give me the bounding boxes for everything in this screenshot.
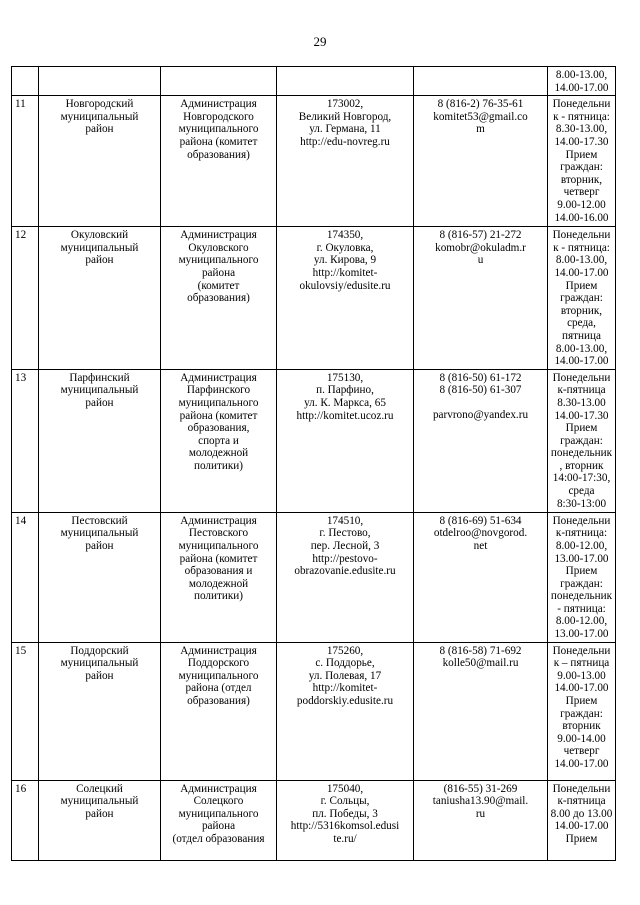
contacts-line: 8 (816-50) 61-307 <box>439 384 522 397</box>
authority-line: политики) <box>193 459 244 472</box>
contacts-line: komitet53@gmail.co <box>433 110 528 123</box>
address-line: http://komitet.ucoz.ru <box>296 409 394 422</box>
authority-line: района (комитет <box>179 552 258 565</box>
schedule-line: граждан: <box>560 161 603 174</box>
schedule-line: среда <box>568 485 595 498</box>
contacts-line: 8 (816-57) 21-272 <box>439 229 522 242</box>
address-line: г. Пестово, <box>319 527 371 540</box>
schedule-line: среда, <box>567 317 596 330</box>
schedule-line: 8.00 до 13.00 <box>550 807 613 820</box>
cell-contacts <box>414 512 548 642</box>
authority-line: политики) <box>193 590 244 603</box>
address-line: г. Окуловка, <box>316 241 374 254</box>
schedule-line: 8.30-13.00 <box>557 396 606 409</box>
cell-district <box>39 512 161 642</box>
cell-authority <box>161 96 277 227</box>
schedule-line: 9.00-13.00 <box>557 669 606 682</box>
authority-line: муниципального <box>178 254 259 267</box>
schedule-line: граждан: <box>560 707 603 720</box>
district-line: муниципальный <box>60 795 139 808</box>
schedule-line: , вторник <box>559 459 604 472</box>
institutions-table <box>11 66 616 861</box>
authority-line: Администрация <box>180 371 257 384</box>
authority-line: района (комитет <box>179 409 258 422</box>
cell-num: 12 <box>12 227 39 370</box>
cell-address <box>277 642 414 780</box>
district-line: район <box>85 539 114 552</box>
cell-schedule <box>548 96 616 227</box>
contacts-line: 8 (816-50) 61-172 <box>439 371 522 384</box>
address-line: http://5316komsol.edusi <box>290 820 400 833</box>
authority-line: (отдел образования <box>172 833 265 846</box>
schedule-line: Прием <box>565 833 598 846</box>
authority-line: муниципального <box>178 669 259 682</box>
schedule-line: 14.00-17.00 <box>554 355 609 368</box>
schedule-line: 8.00-13.00, <box>555 69 608 81</box>
schedule-line: 8:30-13:00 <box>556 497 607 510</box>
schedule-line: понедельник <box>550 447 613 460</box>
authority-line: муниципального <box>178 539 259 552</box>
contacts-line: net <box>473 539 488 552</box>
schedule-line: 14.00-17.00 <box>554 820 609 833</box>
schedule-line: 8.00-12.00, <box>555 539 608 552</box>
cell-district <box>39 780 161 860</box>
schedule-line: граждан: <box>560 577 603 590</box>
schedule-line: Понедельни <box>552 229 611 242</box>
cell-contacts <box>414 227 548 370</box>
schedule-line: Понедельни <box>552 782 611 795</box>
schedule-line: - пятница: <box>557 602 606 615</box>
address-line: с. Поддорье, <box>315 657 375 670</box>
cell-district <box>39 642 161 780</box>
cell-contacts <box>414 67 548 96</box>
address-line: ул. Полевая, 17 <box>308 669 382 682</box>
contacts-line: u <box>477 254 484 267</box>
schedule-line: 14.00-17.00 <box>554 81 609 94</box>
contacts-line <box>416 397 545 409</box>
schedule-line: к - пятница: <box>553 241 610 254</box>
authority-line: (комитет <box>197 279 240 292</box>
address-line: 175260, <box>326 644 364 657</box>
schedule-line: понедельник <box>550 590 613 603</box>
schedule-line: 8.00-12.00, <box>555 615 608 628</box>
contacts-line: m <box>476 123 485 136</box>
authority-line: Администрация <box>180 98 257 111</box>
cell-address <box>277 227 414 370</box>
cell-district <box>39 67 161 96</box>
authority-line: Администрация <box>180 229 257 242</box>
cell-address <box>277 96 414 227</box>
cell-num: 13 <box>12 369 39 512</box>
cell-num: 11 <box>12 96 39 227</box>
table-row <box>12 369 616 512</box>
address-line: obrazovanie.edusite.ru <box>294 565 396 578</box>
schedule-line: вторник, <box>560 304 603 317</box>
schedule-line: к - пятница: <box>553 110 610 123</box>
address-line: Великий Новгород, <box>298 110 392 123</box>
cell-num: 15 <box>12 642 39 780</box>
schedule-line: Понедельни <box>552 644 611 657</box>
schedule-line: пятница <box>562 329 601 342</box>
schedule-line: 9.00-14.00 <box>557 732 606 745</box>
cell-address <box>277 512 414 642</box>
schedule-line: Прием <box>565 279 598 292</box>
cell-authority <box>161 67 277 96</box>
schedule-line: 14.00-17.30 <box>554 135 609 148</box>
schedule-line: к-пятница <box>557 795 606 808</box>
district-line: муниципальный <box>60 657 139 670</box>
address-line: ул. К. Маркса, 65 <box>304 396 386 409</box>
contacts-line: parvrono@yandex.ru <box>432 408 529 421</box>
cell-schedule <box>548 642 616 780</box>
address-line: http://komitet- <box>312 682 378 695</box>
district-line: Новгородский <box>65 98 134 111</box>
address-line: 175130, <box>326 371 364 384</box>
authority-line: муниципального <box>178 396 259 409</box>
authority-line: Парфинского <box>186 384 251 397</box>
authority-line: района <box>201 820 236 833</box>
cell-address <box>277 780 414 860</box>
schedule-line: к-пятница <box>557 384 606 397</box>
address-line: ул. Кирова, 9 <box>313 254 377 267</box>
cell-schedule <box>548 227 616 370</box>
contacts-line: 8 (816-2) 76-35-61 <box>437 98 524 111</box>
cell-district <box>39 96 161 227</box>
authority-line: Поддорского <box>187 657 250 670</box>
district-line: Пестовский <box>71 514 128 527</box>
table-row <box>12 642 616 780</box>
schedule-line: граждан: <box>560 434 603 447</box>
cell-schedule <box>548 780 616 860</box>
cell-schedule <box>548 369 616 512</box>
address-line: 174510, <box>326 514 364 527</box>
authority-line: Новгородского <box>183 110 254 123</box>
contacts-line: kolle50@mail.ru <box>442 657 519 670</box>
schedule-line: 8.00-13.00, <box>555 254 608 267</box>
address-line: пл. Победы, 3 <box>312 807 378 820</box>
contacts-line: 8 (816-58) 71-692 <box>439 644 522 657</box>
table-row-continuation <box>12 67 616 96</box>
cell-district <box>39 227 161 370</box>
schedule-line: Понедельни <box>552 98 611 111</box>
authority-line: Администрация <box>180 782 257 795</box>
district-line: район <box>85 807 114 820</box>
authority-line: образования) <box>187 148 250 161</box>
cell-address <box>277 67 414 96</box>
address-line: okulovsiy/edusite.ru <box>299 279 391 292</box>
schedule-line: 9.00-12.00 <box>557 198 606 211</box>
address-line: poddorskiy.edusite.ru <box>296 695 394 708</box>
authority-line: образования, <box>187 422 250 435</box>
authority-line: района <box>201 266 236 279</box>
district-line: муниципальный <box>60 110 139 123</box>
contacts-line: (816-55) 31-269 <box>443 782 518 795</box>
authority-line: района (отдел <box>185 682 252 695</box>
cell-num: 16 <box>12 780 39 860</box>
schedule-line: 14:00-17:30, <box>552 472 611 485</box>
cell-contacts <box>414 369 548 512</box>
address-line: г. Сольцы, <box>320 795 370 808</box>
contacts-line: 8 (816-69) 51-634 <box>439 514 522 527</box>
authority-line: образования и <box>184 565 253 578</box>
schedule-line: 8.00-13.00, <box>555 342 608 355</box>
schedule-line: вторник, <box>560 173 603 186</box>
contacts-line: taniusha13.90@mail. <box>432 795 529 808</box>
schedule-line: четверг <box>563 745 600 758</box>
authority-line: муниципального <box>178 123 259 136</box>
schedule-line: Прием <box>565 695 598 708</box>
address-line: http://komitet- <box>312 266 378 279</box>
authority-line: спорта и <box>198 434 239 447</box>
table-row <box>12 96 616 227</box>
cell-schedule <box>548 512 616 642</box>
authority-line: молодежной <box>188 577 249 590</box>
address-line: ул. Германа, 11 <box>309 123 381 136</box>
district-line: район <box>85 123 114 136</box>
district-line: Солецкий <box>76 782 123 795</box>
contacts-line: otdelroo@novgorod. <box>433 527 528 540</box>
schedule-line: 14.00-17.30 <box>554 409 609 422</box>
schedule-line: Прием <box>565 565 598 578</box>
authority-line: молодежной <box>188 447 249 460</box>
authority-line: муниципального <box>178 807 259 820</box>
schedule-line: 14.00-17.00 <box>554 266 609 279</box>
schedule-line: Прием <box>565 422 598 435</box>
cell-contacts <box>414 96 548 227</box>
address-line: 174350, <box>326 229 364 242</box>
schedule-line: 14.00-16.00 <box>554 211 609 224</box>
cell-authority <box>161 780 277 860</box>
authority-line: образования) <box>187 292 250 305</box>
table-row <box>12 227 616 370</box>
schedule-line: 8.30-13.00, <box>555 123 608 136</box>
cell-district <box>39 369 161 512</box>
cell-contacts <box>414 780 548 860</box>
contacts-line: ru <box>475 807 486 820</box>
district-line: Парфинский <box>69 371 130 384</box>
authority-line: Окуловского <box>188 241 249 254</box>
address-line: пер. Лесной, 3 <box>310 539 380 552</box>
authority-line: образования) <box>187 695 250 708</box>
contacts-line: komobr@okuladm.r <box>435 241 526 254</box>
schedule-line: 13.00-17.00 <box>554 552 609 565</box>
district-line: район <box>85 396 114 409</box>
schedule-line: Понедельни <box>552 371 611 384</box>
address-line: te.ru/ <box>333 833 357 846</box>
schedule-line: 14.00-17.00 <box>554 682 609 695</box>
authority-line: Администрация <box>180 644 257 657</box>
table-row <box>12 780 616 860</box>
schedule-line: к – пятница <box>553 657 610 670</box>
cell-authority <box>161 369 277 512</box>
cell-schedule <box>548 67 616 96</box>
address-line: п. Парфино, <box>316 384 374 397</box>
authority-line: района (комитет <box>179 135 258 148</box>
cell-authority <box>161 512 277 642</box>
cell-contacts <box>414 642 548 780</box>
schedule-line: 13.00-17.00 <box>554 628 609 641</box>
cell-authority <box>161 227 277 370</box>
authority-line: Пестовского <box>188 527 249 540</box>
schedule-line: к-пятница: <box>555 527 608 540</box>
address-line: 175040, <box>326 782 364 795</box>
authority-line: Администрация <box>180 514 257 527</box>
address-line: http://edu-novreg.ru <box>300 135 390 148</box>
authority-line: Солецкого <box>193 795 244 808</box>
cell-num <box>12 67 39 96</box>
district-line: муниципальный <box>60 241 139 254</box>
cell-num: 14 <box>12 512 39 642</box>
table-row <box>12 512 616 642</box>
district-line: муниципальный <box>60 384 139 397</box>
district-line: Окуловский <box>70 229 129 242</box>
schedule-line: Понедельни <box>552 514 611 527</box>
district-line: муниципальный <box>60 527 139 540</box>
schedule-line: граждан: <box>560 292 603 305</box>
cell-address <box>277 369 414 512</box>
cell-authority <box>161 642 277 780</box>
address-line: 173002, <box>326 98 364 111</box>
district-line: район <box>85 669 114 682</box>
schedule-line: вторник <box>562 720 601 733</box>
schedule-line: Прием <box>565 148 598 161</box>
schedule-line: 14.00-17.00 <box>554 758 609 770</box>
district-line: район <box>85 254 114 267</box>
district-line: Поддорский <box>70 644 129 657</box>
page-number: 29 <box>313 34 327 49</box>
schedule-line: четверг <box>563 186 600 199</box>
address-line: http://pestovo- <box>312 552 378 565</box>
